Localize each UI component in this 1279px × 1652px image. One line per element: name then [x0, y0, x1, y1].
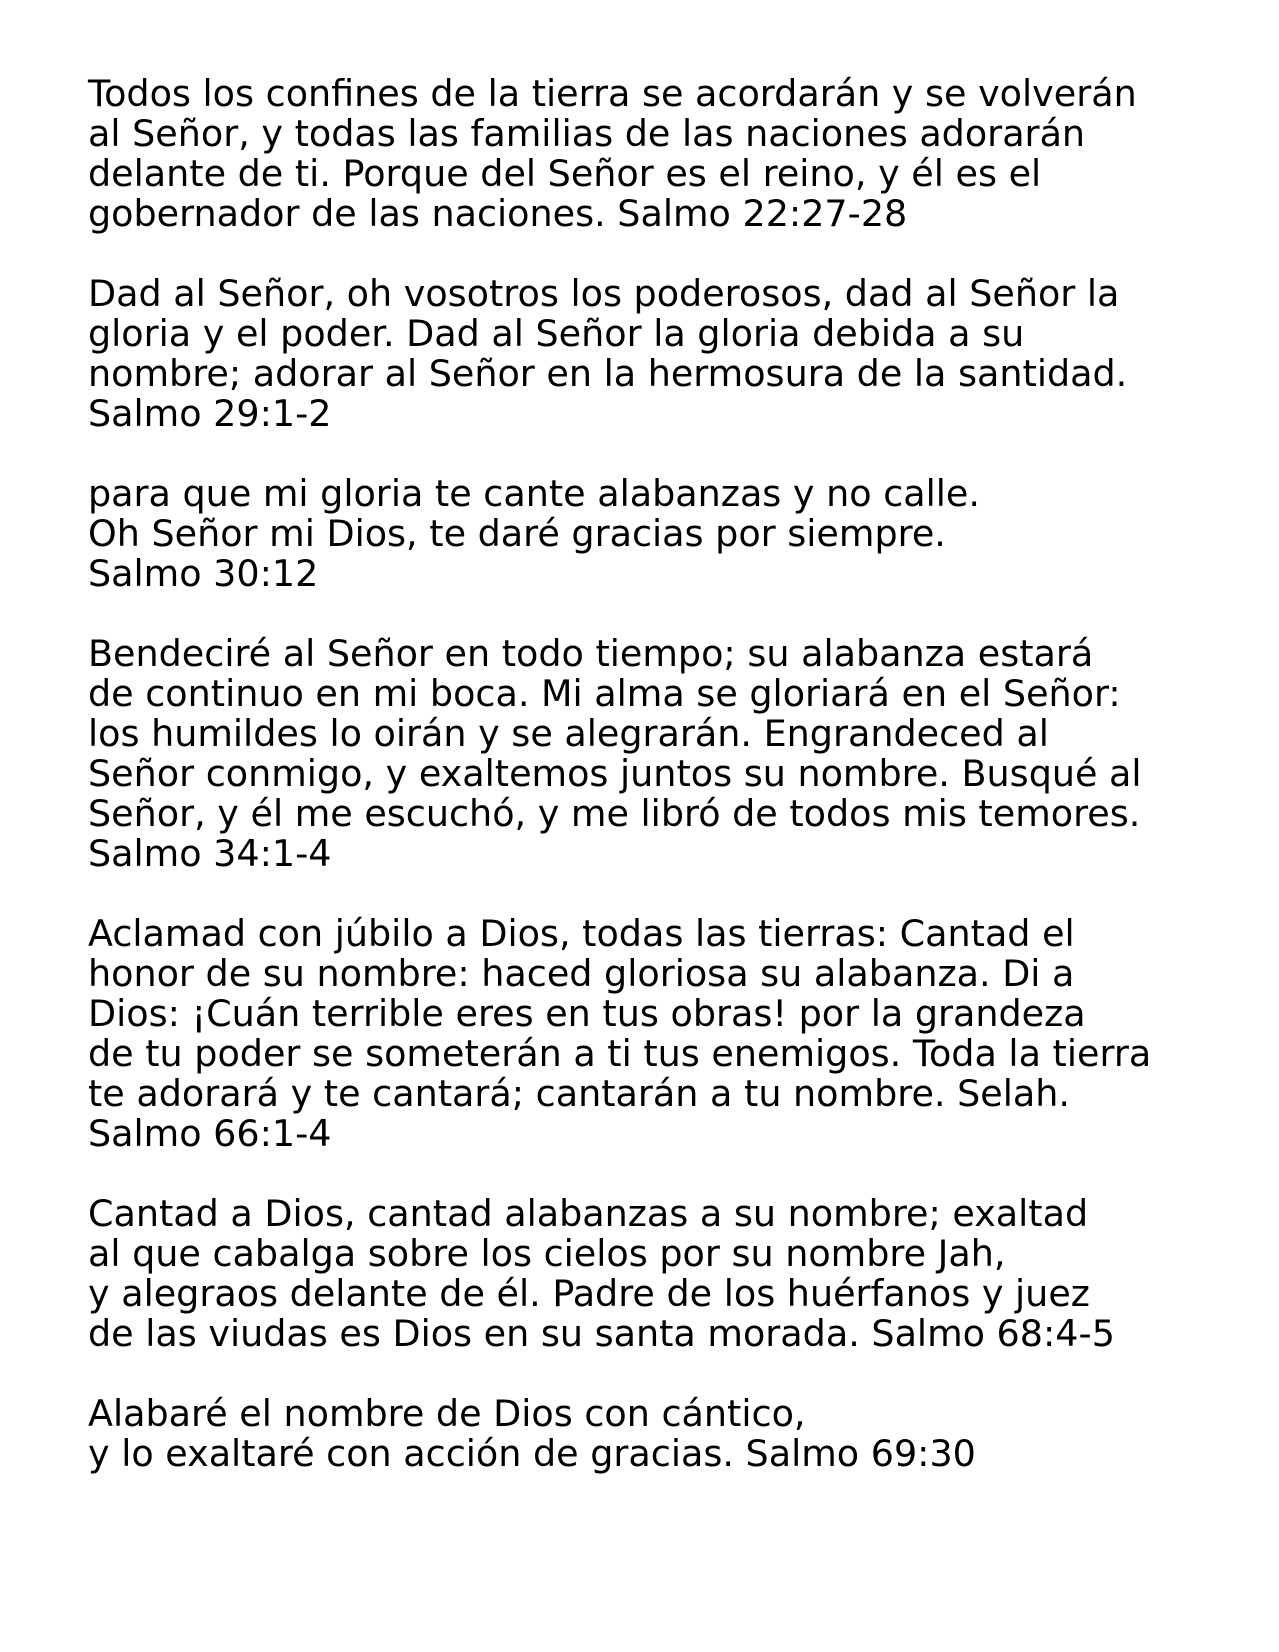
passage-line: Salmo 34:1-4 — [88, 832, 332, 875]
passage-line: Señor, y él me escuchó, y me libró de todos mis temores. — [88, 792, 1141, 835]
passage-psalm-29 — [88, 274, 1268, 434]
passage-line: Bendeciré al Señor en todo tiempo; su alabanza estará — [88, 632, 1094, 675]
passage-psalm-69 — [88, 1394, 1268, 1474]
passage-line: Salmo 29:1-2 — [88, 392, 332, 435]
passage-line: Señor conmigo, y exaltemos juntos su nombre. Busqué al — [88, 752, 1142, 795]
passage-line: delante de ti. Porque del Señor es el reino, y él es el — [88, 152, 1042, 195]
passage-line: gobernador de las naciones. Salmo 22:27-28 — [88, 192, 908, 235]
passage-line: nombre; adorar al Señor en la hermosura de la santidad. — [88, 352, 1128, 395]
passage-psalm-22 — [88, 74, 1268, 234]
passage-line: y alegraos delante de él. Padre de los huérfanos y juez — [88, 1272, 1090, 1315]
passage-psalm-30 — [88, 474, 1268, 594]
passage-line: Salmo 30:12 — [88, 552, 319, 595]
passage-line: Cantad a Dios, cantad alabanzas a su nombre; exaltad — [88, 1192, 1089, 1235]
passage-line: de las viudas es Dios en su santa morada. Salmo 68:4-5 — [88, 1312, 1115, 1355]
passage-line: de continuo en mi boca. Mi alma se gloriará en el Señor: — [88, 672, 1121, 715]
passage-psalm-68 — [88, 1194, 1268, 1354]
document-page — [88, 74, 1268, 1514]
passage-psalm-34 — [88, 634, 1268, 874]
passage-line: Aclamad con júbilo a Dios, todas las tierras: Cantad el — [88, 912, 1075, 955]
passage-line: para que mi gloria te cante alabanzas y no calle. — [88, 472, 980, 515]
passage-line: al que cabalga sobre los cielos por su nombre Jah, — [88, 1232, 1006, 1275]
passage-line: Todos los confines de la tierra se acordarán y se volverán — [88, 72, 1137, 115]
passage-line: de tu poder se someterán a ti tus enemigos. Toda la tierra — [88, 1032, 1152, 1075]
passage-line: honor de su nombre: haced gloriosa su alabanza. Di a — [88, 952, 1075, 995]
passage-line: Oh Señor mi Dios, te daré gracias por siempre. — [88, 512, 946, 555]
passage-line: los humildes lo oirán y se alegrarán. Engrandeced al — [88, 712, 1049, 755]
passage-line: Dios: ¡Cuán terrible eres en tus obras! por la grandeza — [88, 992, 1086, 1035]
passage-line: Alabaré el nombre de Dios con cántico, — [88, 1392, 806, 1435]
passage-line: te adorará y te cantará; cantarán a tu nombre. Selah. — [88, 1072, 1070, 1115]
passage-line: y lo exaltaré con acción de gracias. Salmo 69:30 — [88, 1432, 976, 1475]
passage-psalm-66 — [88, 914, 1268, 1154]
passage-line: Dad al Señor, oh vosotros los poderosos, dad al Señor la — [88, 272, 1120, 315]
passage-line: Salmo 66:1-4 — [88, 1112, 332, 1155]
passage-line: al Señor, y todas las familias de las naciones adorarán — [88, 112, 1086, 155]
passage-line: gloria y el poder. Dad al Señor la gloria debida a su — [88, 312, 1025, 355]
